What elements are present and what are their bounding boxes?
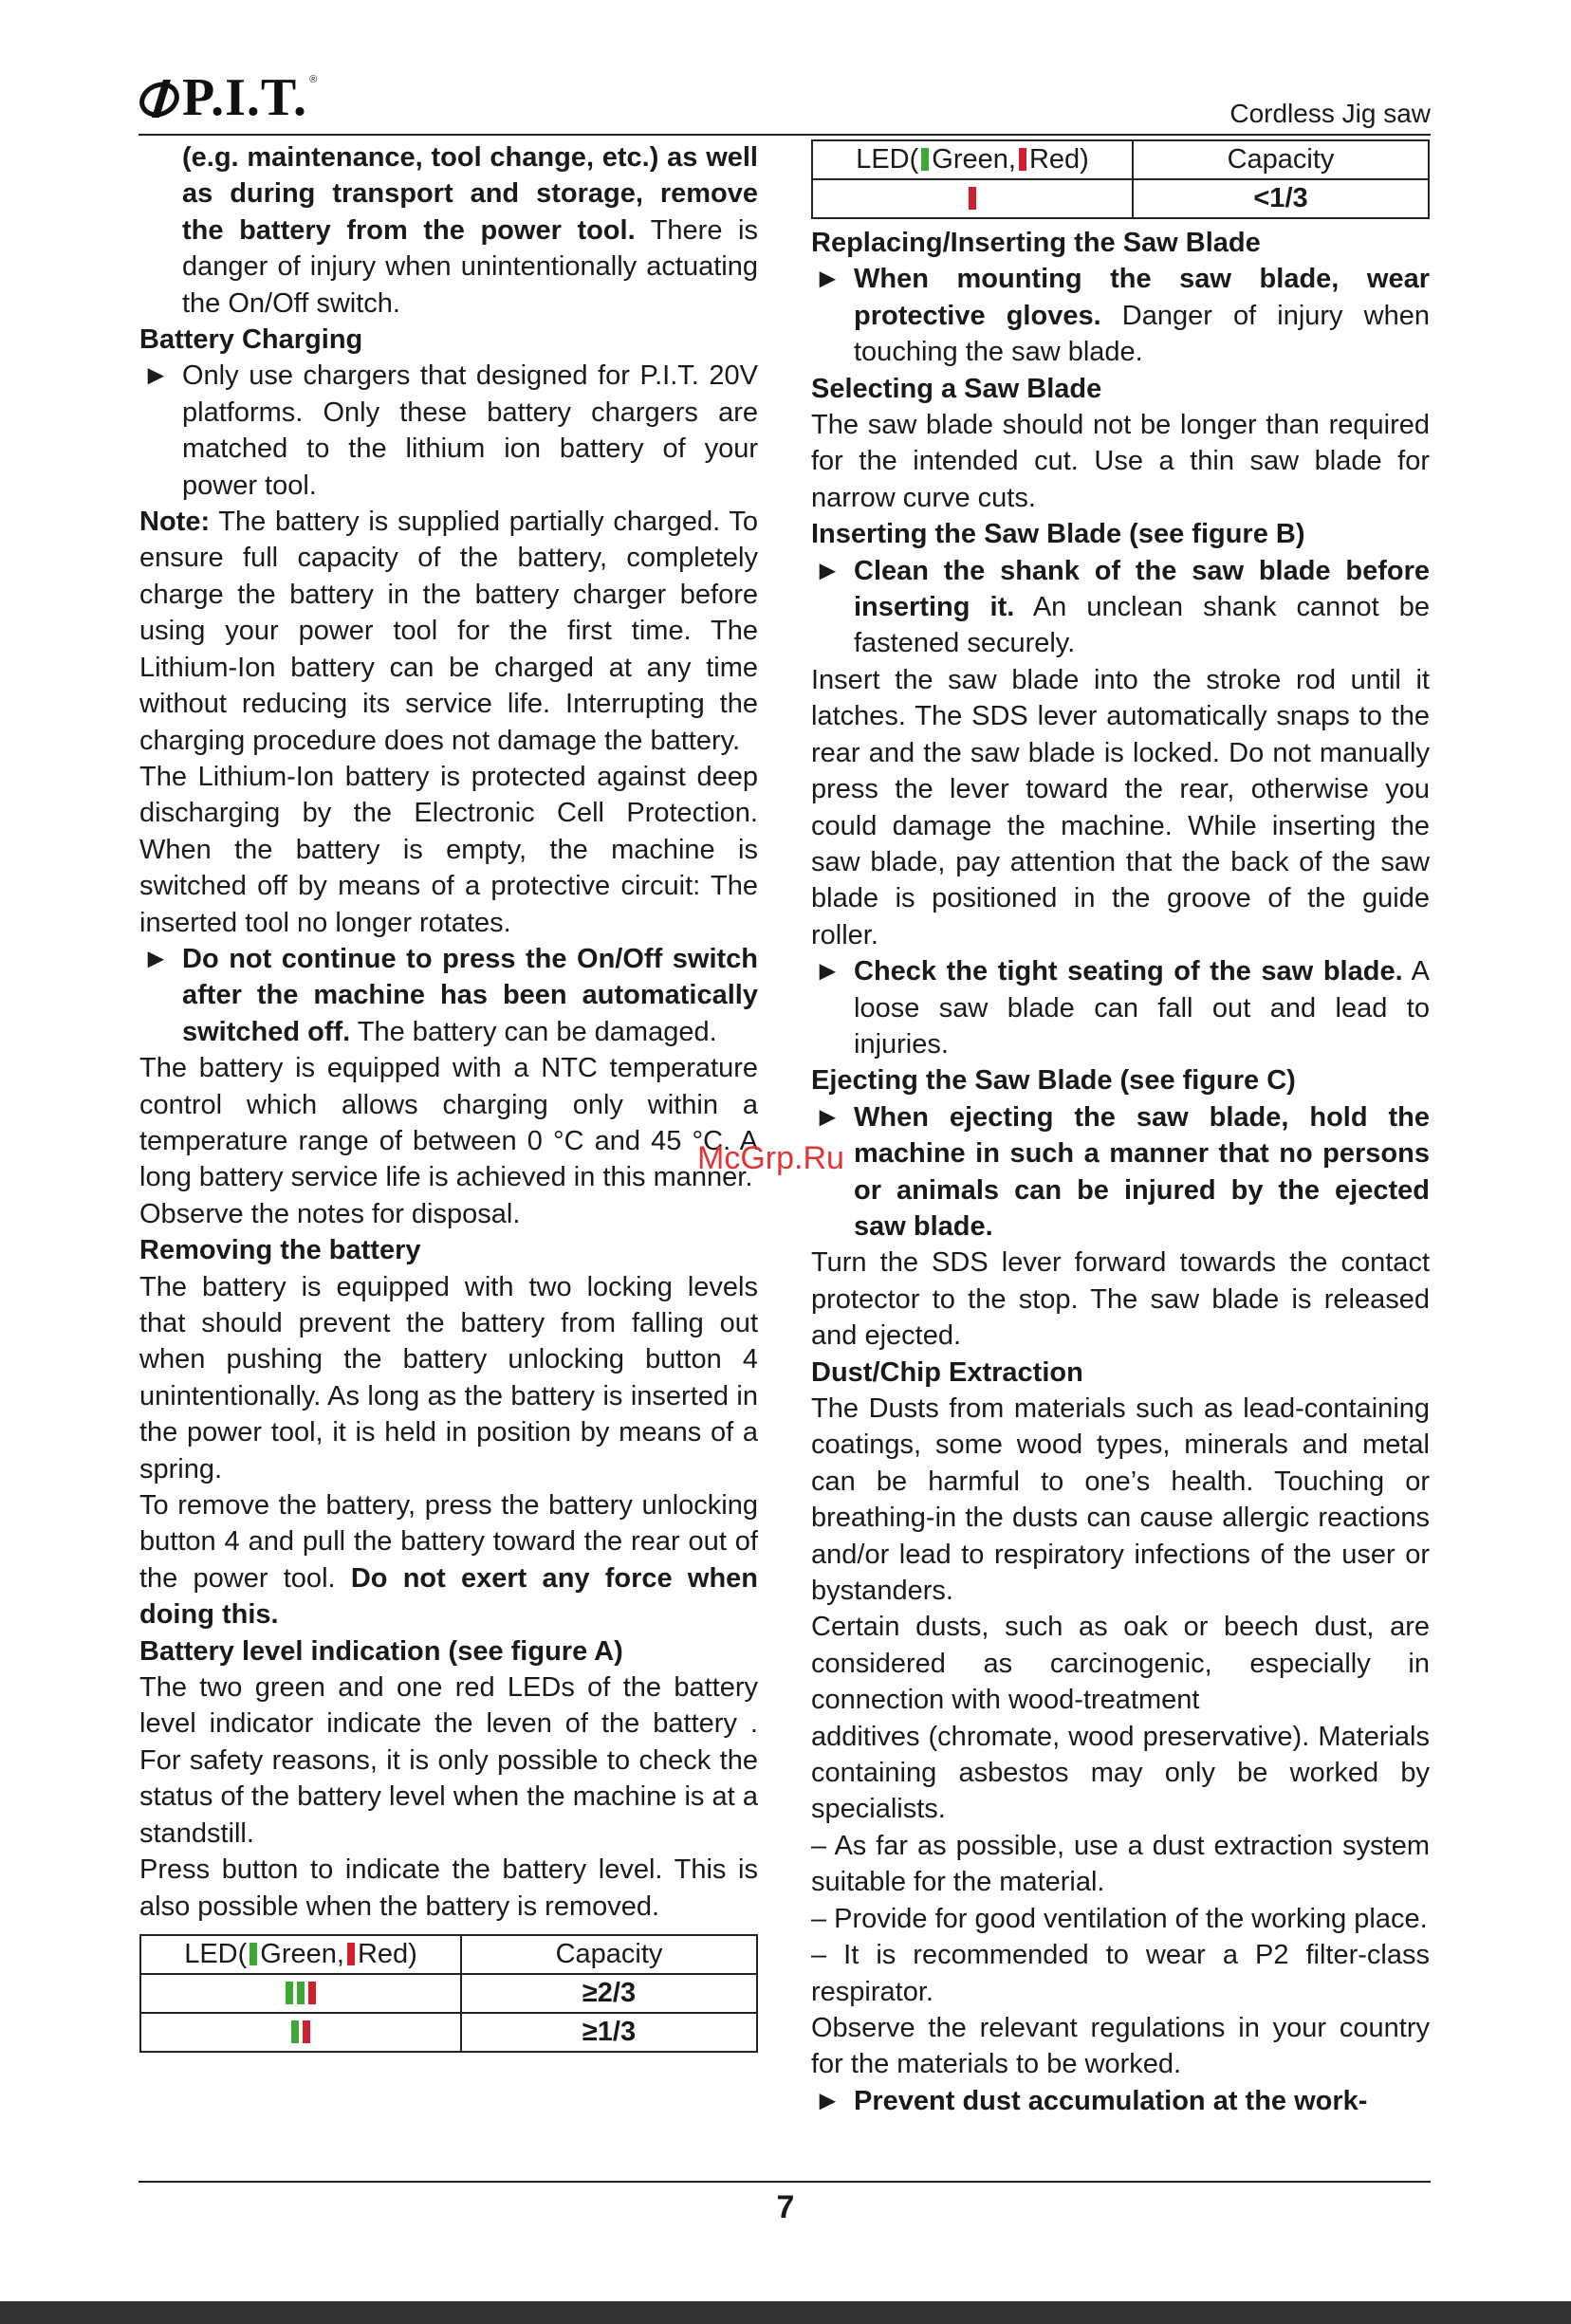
table-row	[812, 179, 1429, 218]
capacity-header-cell: Capacity	[1133, 140, 1429, 179]
remove-text: To remove the battery, press the battery unlocking button 4 and pull the battery toward the rear out of the power tool.	[139, 1490, 758, 1594]
bottom-edge-band	[0, 2301, 1571, 2324]
led-capacity-table-1	[139, 1934, 758, 2053]
bullet-arrow-icon: ►	[814, 956, 841, 987]
led-header-cell	[812, 140, 1133, 179]
charging-bullet-text: Only use chargers that designed for P.I.T. 20V platforms. Only these battery chargers are matched to the lithium ion battery of your power tool.	[182, 360, 758, 501]
led-label: LED(	[184, 1939, 248, 1970]
table-header-row	[812, 140, 1429, 179]
right-column	[811, 139, 1430, 2119]
red-led-icon	[347, 1943, 355, 1965]
green-led-icon	[250, 1943, 257, 1965]
footer-divider	[139, 2181, 1431, 2183]
capacity-header-cell: Capacity	[461, 1935, 757, 1974]
gloves-bullet	[811, 261, 1430, 370]
insert-paragraph: Insert the saw blade into the stroke rod until it latches. The SDS lever automatically snaps to the rear and the saw blade is locked. Do not manually press the lever toward the rear, otherwise you could damage the machine. While inserting the saw blade, pay attention that the back of the saw blade is positioned in the groove of the guide roller.	[811, 664, 1430, 950]
led-capacity-table-2	[811, 139, 1430, 219]
green-led-icon	[921, 148, 929, 171]
document-title: Cordless Jig saw	[1229, 99, 1431, 128]
dash-item: – Provide for good ventilation of the working place.	[811, 1903, 1428, 1934]
onoff-bullet-bold: Do not continue to press the On/Off switch after the machine has been automatically switched off.	[182, 943, 758, 1047]
intro-bold-text: (e.g. maintenance, tool change, etc.) as well as during transport and storage, remove the battery from the power tool.	[182, 142, 758, 246]
red-label: Red)	[357, 1939, 417, 1970]
ejecting-heading: Ejecting the Saw Blade (see figure C)	[811, 1065, 1296, 1097]
led-header-cell	[140, 1935, 461, 1974]
removing-heading: Removing the battery	[139, 1235, 421, 1266]
registered-mark: ®	[309, 74, 318, 85]
regulations-paragraph: Observe the relevant regulations in your country for the materials to be worked.	[811, 2012, 1430, 2080]
charging-bullet	[139, 358, 758, 504]
removing-paragraph: The battery is equipped with two locking levels that should prevent the battery from falling out when pushing the battery unlocking button 4 unintentionally. As long as the battery is inserted in the power tool, it is held in position by means of a spring.	[139, 1271, 758, 1485]
watermark: McGrp.Ru	[697, 1140, 844, 1176]
additives-paragraph: additives (chromate, wood preservative). Materials containing asbestos may only be worked by specialists.	[811, 1721, 1430, 1825]
level-heading: Battery level indication (see figure A)	[139, 1635, 623, 1667]
capacity-value: ≥2/3	[461, 1974, 757, 2013]
green-label: Green,	[260, 1939, 344, 1970]
battery-charging-heading: Battery Charging	[139, 324, 363, 356]
note-text: The battery is supplied partially charged. To ensure full capacity of the battery, completely charge the battery in the battery charger before using your power tool for the first time. The Lithium-Ion battery can be charged at any time without reducing its service life. Interrupting the charging procedure does not damage the battery.	[139, 507, 758, 756]
pit-logo-icon	[139, 74, 182, 121]
bullet-arrow-icon: ►	[814, 2085, 841, 2116]
selecting-heading: Selecting a Saw Blade	[811, 373, 1102, 404]
disposal-paragraph: Observe the notes for disposal.	[139, 1198, 521, 1229]
eject-bullet	[811, 1099, 1430, 1245]
prevent-bullet-bold: Prevent dust accumulation at the work-	[854, 2085, 1368, 2116]
left-column	[139, 139, 758, 2053]
ntc-paragraph: The battery is equipped with a NTC temperature control which allows charging only within a temperature range of between 0 °C and 45 °C. A long battery service life is achieved in this manner.	[139, 1053, 758, 1193]
seating-bullet-text: A loose saw blade can fall out and lead to injuries.	[854, 956, 1430, 1060]
note-label: Note:	[139, 507, 211, 538]
onoff-bullet	[139, 941, 758, 1050]
selecting-paragraph: The saw blade should not be longer than required for the intended cut. Use a thin saw blade for narrow curve cuts.	[811, 410, 1430, 513]
bullet-arrow-icon: ►	[814, 264, 841, 295]
led-indicator-cell	[140, 1974, 461, 2013]
bullet-arrow-icon: ►	[814, 555, 841, 586]
red-label: Red)	[1028, 144, 1089, 175]
seating-bullet	[811, 953, 1430, 1062]
intro-paragraph	[139, 139, 758, 322]
led-label: LED(	[856, 144, 919, 175]
red-led-icon	[969, 187, 976, 210]
header-divider	[139, 134, 1431, 136]
led-indicator-cell	[140, 2013, 461, 2052]
bullet-arrow-icon: ►	[814, 1101, 841, 1133]
table-header-row	[140, 1935, 757, 1974]
replacing-heading: Replacing/Inserting the Saw Blade	[811, 228, 1261, 258]
page-number: 7	[776, 2189, 795, 2225]
inserting-heading: Inserting the Saw Blade (see figure B)	[811, 519, 1305, 550]
table-row	[140, 2013, 757, 2052]
logo-text: P.I.T.	[182, 68, 308, 127]
shank-bullet	[811, 553, 1430, 662]
green-led-icon	[297, 1982, 305, 2004]
remove-bold: Do not exert any force when doing this.	[139, 1562, 759, 1631]
led-indicator-cell	[812, 179, 1133, 218]
pit-logo	[139, 68, 318, 127]
red-led-icon	[303, 2020, 310, 2043]
onoff-bullet-text: The battery can be damaged.	[357, 1016, 717, 1047]
shank-bullet-bold: Clean the shank of the saw blade before inserting it.	[854, 555, 1430, 623]
table-row	[140, 1974, 757, 2013]
green-label: Green,	[932, 144, 1016, 175]
sds-paragraph: Turn the SDS lever forward towards the contact protector to the stop. The saw blade is released and ejected.	[811, 1247, 1430, 1352]
dust-heading: Dust/Chip Extraction	[811, 1356, 1083, 1388]
capacity-value: ≥1/3	[461, 2013, 757, 2052]
shank-bullet-text: An unclean shank cannot be fastened securely.	[854, 592, 1430, 659]
certain-dusts-paragraph: Certain dusts, such as oak or beech dust, are considered as carcinogenic, especially in connection with wood-treatment	[811, 1612, 1430, 1716]
green-led-icon	[286, 1982, 293, 2004]
press-paragraph: Press button to indicate the battery level. This is also possible when the battery is removed.	[139, 1854, 758, 1922]
intro-text: There is danger of injury when unintentionally actuating the On/Off switch.	[182, 214, 758, 319]
protection-paragraph: The Lithium-Ion battery is protected against deep discharging by the Electronic Cell Protection. When the battery is empty, the machine is switched off by means of a protective circuit: The inserted tool no longer rotates.	[139, 761, 758, 938]
bullet-arrow-icon: ►	[142, 360, 170, 392]
prevent-bullet	[811, 2083, 1430, 2119]
eject-bullet-bold: When ejecting the saw blade, hold the machine in such a manner that no persons or animals can be injured by the ejected saw blade.	[854, 1101, 1430, 1242]
gloves-bullet-text: Danger of injury when touching the saw blade.	[854, 300, 1430, 368]
red-led-icon	[308, 1982, 316, 2004]
bullet-arrow-icon: ►	[142, 943, 170, 974]
dash-item: – As far as possible, use a dust extraction system suitable for the material.	[811, 1830, 1430, 1898]
dust-paragraph: The Dusts from materials such as lead-containing coatings, some wood types, minerals and metal can be harmful to one’s health. Touching or breathing-in the dusts can cause allergic reactions and/or lead to respiratory infections of the user or bystanders.	[811, 1393, 1430, 1607]
green-led-icon	[291, 2020, 299, 2043]
red-led-icon	[1019, 148, 1026, 171]
gloves-bullet-bold: When mounting the saw blade, wear protective gloves.	[854, 264, 1430, 331]
level-paragraph: The two green and one red LEDs of the battery level indicator indicate the leven of the battery . For safety reasons, it is only possible to check the status of the battery level when the machine is at a standstill.	[139, 1672, 758, 1849]
dash-item: – It is recommended to wear a P2 filter-class respirator.	[811, 1940, 1430, 2007]
remove-paragraph	[139, 1487, 758, 1633]
capacity-value: <1/3	[1133, 179, 1429, 218]
seating-bullet-bold: Check the tight seating of the saw blade.	[854, 956, 1403, 987]
note-paragraph	[139, 504, 758, 759]
